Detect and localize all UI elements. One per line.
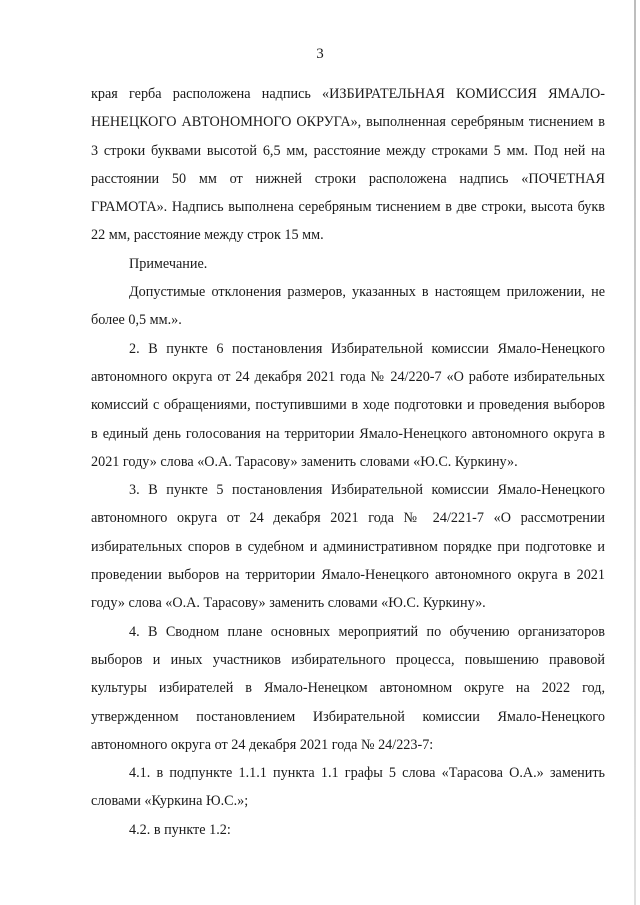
page-edge-shadow — [634, 0, 636, 905]
paragraph-emblem-inscription: края герба расположена надпись «ИЗБИРАТЕЛЬНАЯ КОМИССИЯ ЯМАЛО-НЕНЕЦКОГО АВТОНОМНОГО ОКРУГА», выполненная серебряным тиснением в 3 строки буквами высотой 6,5 мм, расстояние между строками 5 мм. Под ней на расстоянии 50 мм от нижней строки расположена надпись «ПОЧЕТНАЯ ГРАМОТА». Надпись выполнена серебряным тиснением в две строки, высота букв 22 мм, расстояние между строк 15 мм. — [91, 86, 605, 244]
document-body — [91, 80, 605, 844]
paragraph-item-4-1: 4.1. в подпункте 1.1.1 пункта 1.1 графы 5 слова «Тарасова О.А.» заменить словами «Куркина Ю.С.»; — [91, 765, 605, 810]
paragraph-item-4: 4. В Сводном плане основных мероприятий по обучению организаторов выборов и иных участников избирательного процесса, повышению правовой культуры избирателей в Ямало-Ненецком автономном округе на 2022 год, утвержденном постановлением Избирательной комиссии Ямало-Ненецкого автономного округа от 24 декабря 2021 года № 24/223-7: — [91, 623, 605, 753]
paragraph-item-3: 3. В пункте 5 постановления Избирательной комиссии Ямало-Ненецкого автономного округа от 24 декабря 2021 года № 24/221-7 «О рассмотрении избирательных споров в судебном и административном порядке при подготовке и проведении выборов на территории Ямало-Ненецкого автономного округа в 2021 году» слова «О.А. Тарасову» заменить словами «Ю.С. Куркину». — [91, 482, 605, 612]
paragraph-item-4-2: 4.2. в пункте 1.2: — [129, 821, 231, 838]
page-number: 3 — [316, 46, 324, 62]
paragraph-item-2: 2. В пункте 6 постановления Избирательной комиссии Ямало-Ненецкого автономного округа от 24 декабря 2021 года № 24/220-7 «О работе избирательных комиссий с обращениями, поступившими в ходе подготовки и проведения выборов в единый день голосования на территории Ямало-Ненецкого автономного округа в 2021 году» слова «О.А. Тарасову» заменить словами «Ю.С. Куркину». — [91, 340, 605, 470]
paragraph-tolerance: Допустимые отклонения размеров, указанных в настоящем приложении, не более 0,5 мм.». — [91, 284, 605, 329]
paragraph-note-heading: Примечание. — [129, 255, 208, 272]
